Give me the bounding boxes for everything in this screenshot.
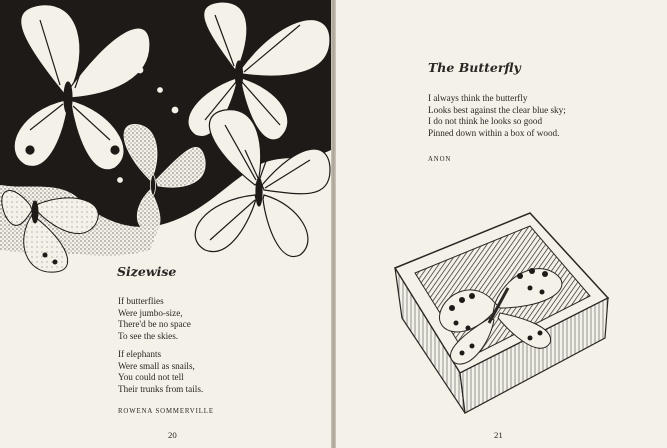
verse-line: Were small as snails,	[118, 360, 195, 371]
poem-title-the-butterfly: The Butterfly	[428, 60, 521, 75]
verse-line: There'd be no space	[118, 319, 191, 330]
stanza-2	[118, 349, 203, 395]
verse-line: To see the skies.	[118, 330, 179, 341]
verse-line: Pinned down within a box of wood.	[428, 127, 560, 138]
verse-line: You could not tell	[118, 372, 184, 383]
butterfly-in-wooden-box-illustration	[390, 208, 610, 418]
stanza-1	[118, 296, 191, 342]
page-number-left: 20	[168, 430, 177, 440]
page-number-right: 21	[494, 430, 503, 440]
author-butterfly: ANON	[428, 156, 452, 163]
verse-line: Were jumbo-size,	[118, 307, 183, 318]
verse-line: If butterflies	[118, 296, 164, 306]
verse-line: Looks best against the clear blue sky;	[428, 104, 566, 115]
author-sizewise: ROWENA SOMMERVILLE	[118, 408, 214, 415]
verse-line: If elephants	[118, 349, 162, 359]
verse-line: I do not think he looks so good	[428, 116, 543, 127]
verse-line: Their trunks from tails.	[118, 383, 204, 394]
stanza-butterfly	[428, 93, 566, 139]
butterfly-swarm-illustration	[0, 0, 331, 280]
verse-line: I always think the butterfly	[428, 93, 528, 103]
poem-title-sizewise: Sizewise	[117, 264, 177, 279]
